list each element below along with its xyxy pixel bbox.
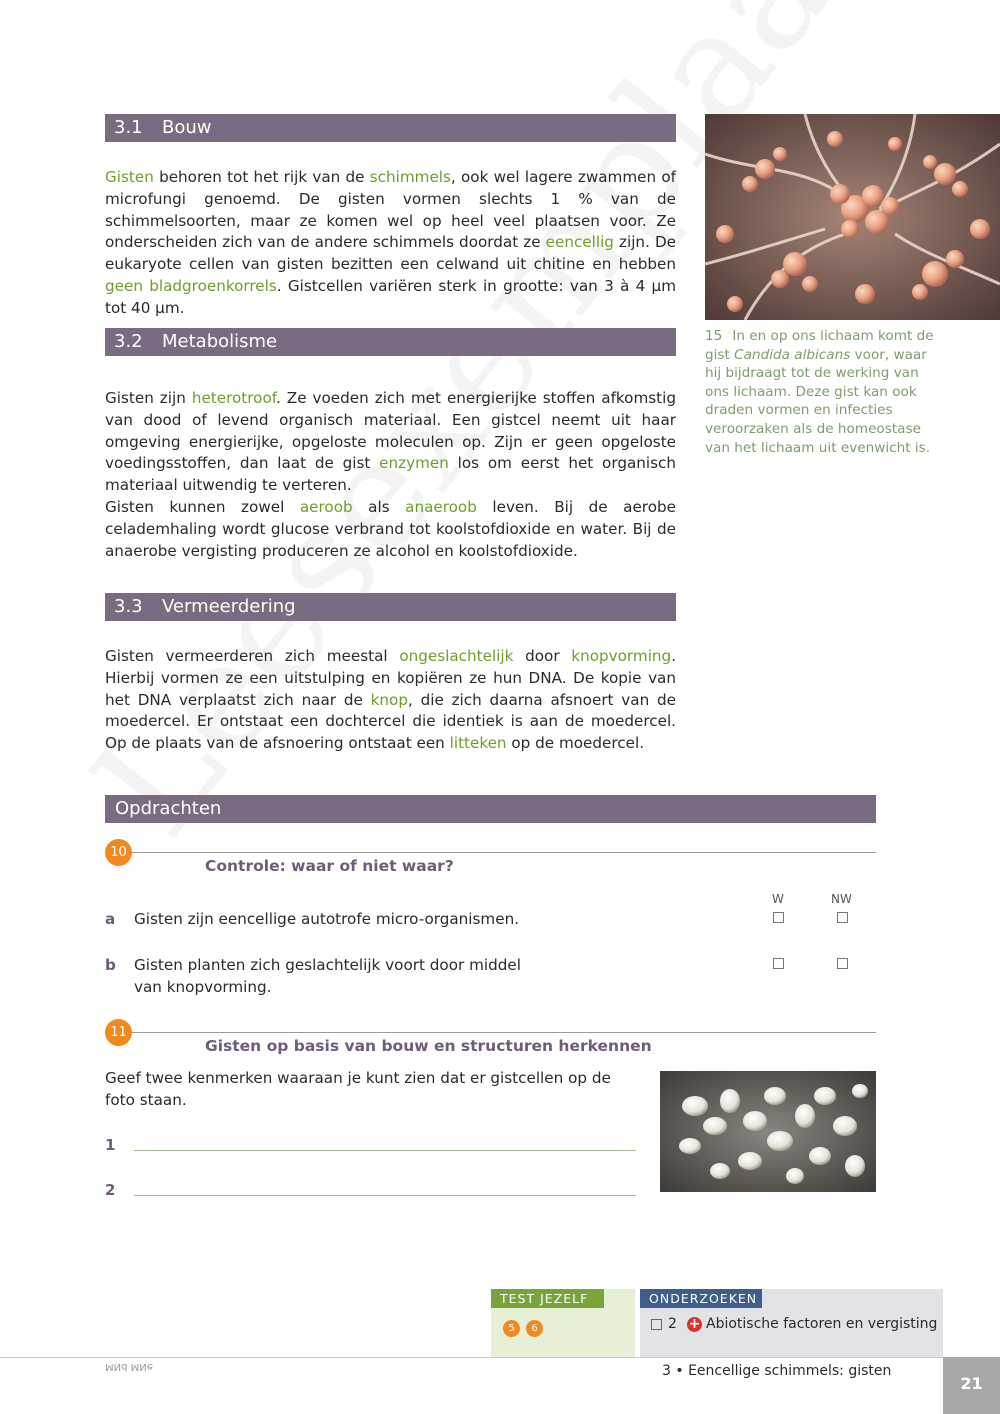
body-text: , ook wel lagere zwammen of microfungi genoemd. De gisten vormen slechts 1 % van de schimmelsoorten, maar ze komen wel op heel veel plaatsen voor. Ze onderscheiden zich van de andere schimmels doordat ze (105, 168, 676, 252)
question-title: Gisten op basis van bouw en structuren herkennen (205, 1037, 652, 1055)
keyword-highlight: schimmels (369, 168, 451, 186)
keyword-highlight: anaeroob (405, 498, 477, 516)
yeast-illustration (660, 1071, 876, 1192)
question-divider (132, 1032, 876, 1033)
vermeerdering-paragraph (105, 646, 676, 755)
test-jezelf-box (491, 1289, 635, 1357)
onderzoeken-box (640, 1289, 943, 1357)
keyword-highlight: ongeslachtelijk (399, 647, 514, 665)
body-text: als (352, 498, 406, 516)
body-text: . Ze voeden zich met energierijke stoffen afkomstig van dood of levend organisch materiaal. Een gistcel neemt uit haar omgeving energierijke, opgeloste moleculen op. Zijn er geen opgeloste voedingsstoffen, dan laat de gist (105, 389, 676, 473)
checkbox-nw[interactable] (837, 958, 848, 969)
keyword-highlight: Gisten (105, 168, 154, 186)
keyword-highlight: aeroob (299, 498, 353, 516)
yeast-photo (660, 1071, 876, 1192)
test-item-badge[interactable]: 6 (526, 1320, 543, 1337)
question-number-badge: 11 (105, 1019, 132, 1046)
candida-illustration (705, 114, 1000, 320)
keyword-highlight: eencellig (545, 233, 614, 252)
body-text: . Hierbij vormen ze een uitstulping en kopiëren ze hun DNA. De kopie van het DNA verplaatst zich naar de (105, 647, 677, 709)
section-title: Vermeerdering (162, 596, 296, 617)
footer-chapter: 3 • Eencellige schimmels: gisten (662, 1363, 892, 1379)
item-letter: a (105, 910, 116, 928)
figure-caption (705, 327, 945, 457)
metabolisme-paragraph-1 (105, 388, 676, 497)
opdrachten-header: Opdrachten (105, 795, 876, 823)
body-text: los om eerst het organisch materiaal uitwendig te verteren. (105, 454, 677, 495)
keyword-highlight: knop (370, 690, 408, 709)
section-title: Metabolisme (162, 331, 278, 352)
bouw-paragraph (105, 167, 676, 320)
body-text: op de moedercel. (506, 734, 645, 753)
body-text: zijn. De eukaryote cellen van gisten bezitten een celwand uit chitine en hebben (105, 233, 677, 274)
body-text: Gisten kunnen zowel (105, 498, 300, 516)
caption-text-after: voor, waar hij bijdraagt tot de werking van ons lichaam. Deze gist kan ook draden vormen en infecties veroorzaken als de homeostase van het lichaam uit evenwicht is. (705, 346, 931, 456)
section-number: 3.1 (114, 117, 143, 138)
body-text: Gisten zijn (105, 389, 192, 407)
metabolisme-paragraph-2 (105, 497, 676, 562)
question-divider (132, 852, 876, 853)
answer-line-1[interactable] (134, 1150, 636, 1151)
question-title: Controle: waar of niet waar? (205, 857, 454, 875)
column-header-w: W (772, 892, 784, 906)
keyword-highlight: geen bladgroenkorrels (105, 276, 277, 295)
caption-text-before: In en op ons lichaam komt de gist (705, 328, 934, 363)
onderzoek-title[interactable]: Abiotische factoren en vergisting (706, 1316, 938, 1332)
answer-number: 2 (105, 1181, 116, 1199)
test-item-badge[interactable]: 5 (503, 1320, 520, 1337)
keyword-highlight: heterotroof (191, 389, 276, 407)
test-jezelf-label: TEST JEZELF (491, 1289, 604, 1308)
question-prompt: Geef twee kenmerken waaraan je kunt zien dat er gistcellen op de foto staan. (105, 1069, 611, 1109)
onderzoek-number: 2 (668, 1316, 677, 1332)
page-number: 21 (943, 1357, 1000, 1414)
column-header-nw: NW (831, 892, 852, 906)
section-number: 3.2 (114, 331, 143, 352)
body-text: behoren tot het rijk van de (153, 168, 370, 186)
footer-left-label: MNd MNe (105, 1361, 153, 1372)
checkbox-nw[interactable] (837, 912, 848, 923)
section-title: Bouw (162, 117, 212, 138)
checkbox-w[interactable] (773, 912, 784, 923)
section-header-bouw (105, 114, 676, 142)
candida-photo (705, 114, 1000, 320)
figure-number: 15 (705, 328, 723, 344)
body-text: leven. Bij de aerobe celademhaling wordt glucose verbrand tot koolstofdioxide en water. Bij de anaerobe vergisting produceren ze alcohol en koolstofdioxide. (105, 498, 676, 560)
plus-icon: + (688, 1316, 701, 1332)
keyword-highlight: litteken (449, 734, 507, 753)
question-number-badge: 10 (105, 839, 132, 866)
section-header-metabolisme (105, 328, 676, 356)
onderzoek-checkbox[interactable] (651, 1319, 662, 1330)
answer-line-2[interactable] (134, 1195, 636, 1196)
keyword-highlight: enzymen (379, 454, 449, 473)
answer-number: 1 (105, 1136, 116, 1154)
body-text: , die zich daarna afsnoert van de moedercel. Er ontstaat een dochtercel die identiek is aan de moedercel. Op de plaats van de afsnoering ontstaat een (105, 690, 676, 753)
onderzoeken-label: ONDERZOEKEN (640, 1289, 762, 1308)
footer-divider (0, 1357, 1000, 1358)
caption-species: Candida albicans (734, 346, 851, 363)
item-letter: b (105, 956, 116, 974)
statement-text: Gisten planten zich geslachtelijk voort door middel van knopvorming. (134, 956, 521, 996)
checkbox-w[interactable] (773, 958, 784, 969)
body-text: door (513, 647, 572, 665)
body-text: Gisten vermeerderen zich meestal (105, 647, 400, 665)
statement-text: Gisten zijn eencellige autotrofe micro-organismen. (134, 910, 520, 928)
section-number: 3.3 (114, 596, 143, 617)
body-text: . Gistcellen variëren sterk in grootte: van 3 à 4 µm tot 40 µm. (105, 276, 677, 317)
keyword-highlight: knopvorming (571, 647, 672, 665)
section-header-vermeerdering (105, 593, 676, 621)
